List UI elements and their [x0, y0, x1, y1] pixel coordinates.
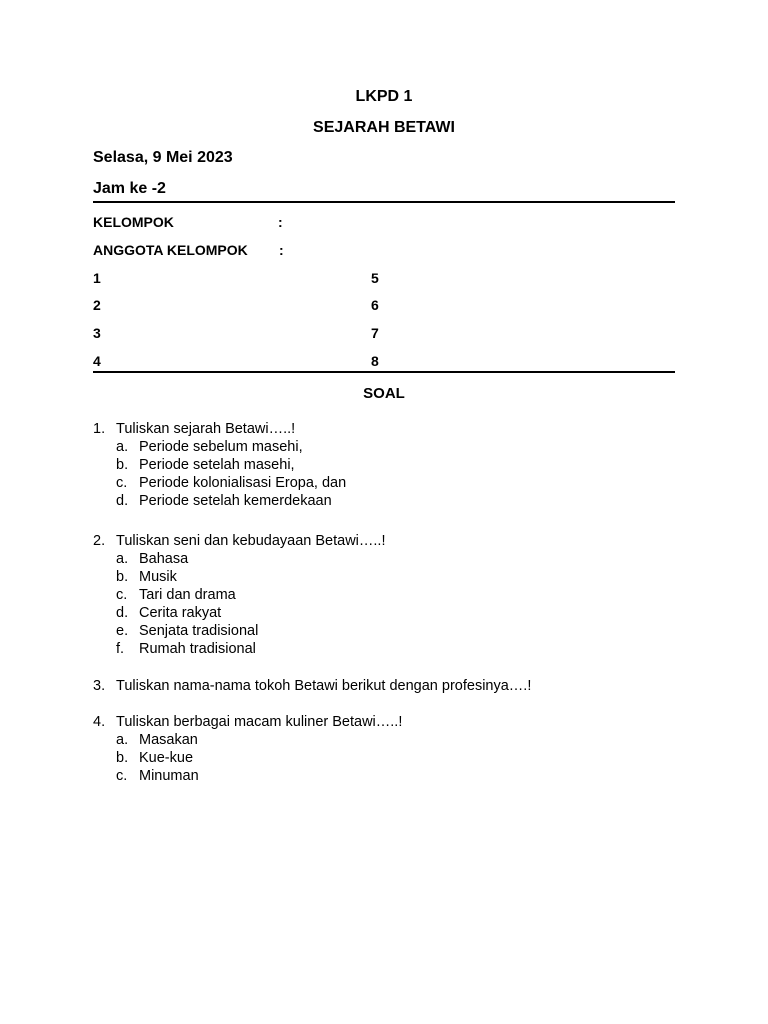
- option-letter: f.: [116, 641, 125, 657]
- member-number-6: 6: [371, 297, 379, 313]
- option-text: Rumah tradisional: [139, 641, 256, 657]
- option-letter: c.: [116, 475, 128, 491]
- option-text: Minuman: [139, 768, 199, 784]
- option-text: Senjata tradisional: [139, 623, 259, 639]
- question-text: Tuliskan nama-nama tokoh Betawi berikut dengan profesinya….!: [116, 678, 532, 694]
- members-colon: :: [279, 242, 284, 258]
- group-colon: :: [278, 214, 283, 230]
- option-letter: d.: [116, 605, 129, 621]
- question-number: 3.: [93, 678, 106, 694]
- option-text: Periode setelah masehi,: [139, 457, 295, 473]
- question-text: Tuliskan berbagai macam kuliner Betawi…..!: [116, 714, 403, 730]
- option-letter: b.: [116, 457, 129, 473]
- divider-top: [93, 201, 675, 203]
- option-letter: b.: [116, 569, 129, 585]
- member-number-7: 7: [371, 325, 379, 341]
- member-number-3: 3: [93, 325, 101, 341]
- member-number-8: 8: [371, 353, 379, 369]
- option-letter: a.: [116, 551, 129, 567]
- option-letter: e.: [116, 623, 129, 639]
- option-text: Periode kolonialisasi Eropa, dan: [139, 475, 347, 491]
- option-text: Tari dan drama: [139, 587, 236, 603]
- option-text: Periode setelah kemerdekaan: [139, 493, 332, 509]
- option-letter: a.: [116, 732, 129, 748]
- question-number: 1.: [93, 421, 106, 437]
- option-text: Periode sebelum masehi,: [139, 439, 303, 455]
- worksheet-subtitle: SEJARAH BETAWI: [313, 119, 455, 136]
- option-text: Cerita rakyat: [139, 605, 222, 621]
- divider-bottom: [93, 371, 675, 373]
- period-line: Jam ke -2: [93, 180, 166, 197]
- option-text: Kue-kue: [139, 750, 194, 766]
- question-number: 2.: [93, 533, 106, 549]
- member-number-2: 2: [93, 297, 101, 313]
- option-letter: c.: [116, 768, 128, 784]
- member-number-1: 1: [93, 270, 101, 286]
- member-number-5: 5: [371, 270, 379, 286]
- option-text: Bahasa: [139, 551, 189, 567]
- option-letter: d.: [116, 493, 129, 509]
- option-letter: a.: [116, 439, 129, 455]
- member-number-4: 4: [93, 353, 101, 369]
- questions-heading: SOAL: [363, 385, 405, 402]
- option-text: Masakan: [139, 732, 198, 748]
- option-text: Musik: [139, 569, 177, 585]
- question-text: Tuliskan seni dan kebudayaan Betawi…..!: [116, 533, 386, 549]
- members-label: ANGGOTA KELOMPOK: [93, 242, 248, 258]
- option-letter: c.: [116, 587, 128, 603]
- date-line: Selasa, 9 Mei 2023: [93, 149, 233, 166]
- option-letter: b.: [116, 750, 129, 766]
- group-label: KELOMPOK: [93, 214, 174, 230]
- question-number: 4.: [93, 714, 106, 730]
- worksheet-title: LKPD 1: [355, 88, 413, 105]
- question-text: Tuliskan sejarah Betawi…..!: [116, 421, 296, 437]
